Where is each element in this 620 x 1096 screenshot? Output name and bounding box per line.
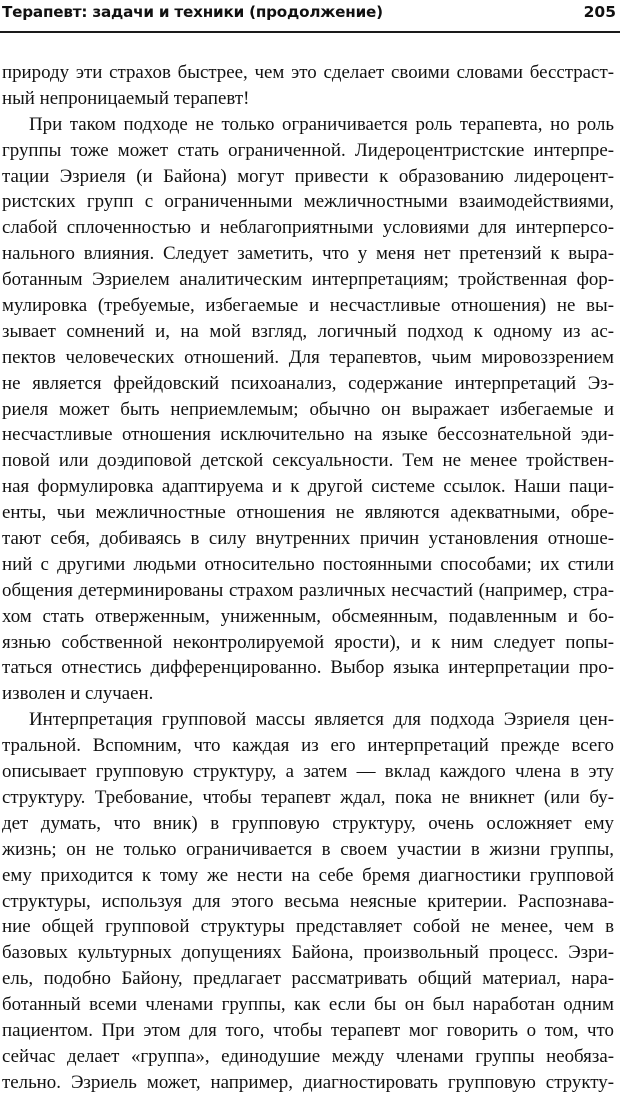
text-line: тральной. Вспомним, что каждая из его интерпретаций прежде всего bbox=[2, 735, 614, 757]
text-line: ный непроницаемый терапевт! bbox=[2, 87, 250, 109]
text-line: тельно. Эзриель может, например, диагностировать групповую структу- bbox=[2, 1071, 614, 1093]
text-line: хом стать отверженным, униженным, обсмеянным, подавленным и бо- bbox=[2, 605, 614, 627]
text-line: нального влияния. Следует заметить, что у меня нет претензий к выра- bbox=[2, 243, 614, 265]
text-line: ние общей групповой структуры представляет собой не менее, чем в bbox=[2, 916, 614, 938]
paragraph bbox=[2, 60, 614, 112]
text-line: группы тоже может стать ограниченной. Лидероцентристские интерпре- bbox=[2, 139, 614, 161]
running-head-title: Терапевт: задачи и техники (продолжение) bbox=[2, 3, 383, 21]
text-line: несчастливые отношения исключительно на языке бессознательной эди- bbox=[2, 424, 614, 446]
text-line: ботанный всеми членами группы, как если бы он был наработан одним bbox=[2, 994, 614, 1016]
text-line: Интерпретация групповой массы является для подхода Эзриеля цен- bbox=[29, 709, 614, 731]
text-line: тации Эзриеля (и Байона) могут привести к образованию лидероцент- bbox=[2, 165, 614, 187]
text-line: ристских групп с ограниченными межличностными взаимодействиями, bbox=[2, 191, 614, 213]
text-line: сейчас делает «группа», единодушие между членами группы необяза- bbox=[2, 1045, 614, 1067]
text-line: структуру. Требование, чтобы терапевт ждал, пока не вникнет (или бу- bbox=[2, 786, 614, 808]
text-line: повой или доэдиповой детской сексуальности. Тем не менее тройствен- bbox=[2, 450, 614, 472]
text-line: пектов человеческих отношений. Для терапевтов, чьим мировоззрением bbox=[2, 346, 614, 368]
text-line: язнью собственной неконтролируемой ярости), и к ним следует попы- bbox=[2, 631, 614, 653]
text-line: базовых культурных допущениях Байона, произвольный процесс. Эзри- bbox=[2, 942, 614, 964]
text-line: общения детерминированы страхом различных несчастий (например, стра- bbox=[2, 579, 614, 601]
text-line: дет думать, что вник) в групповую структуру, очень осложняет ему bbox=[2, 812, 614, 834]
text-line: мулировка (требуемые, избегаемые и несчастливые отношения) не вы- bbox=[2, 295, 614, 317]
text-line: не является фрейдовский психоанализ, содержание интерпретаций Эз- bbox=[2, 372, 614, 394]
text-line: структуры, используя для этого весьма неясные критерии. Распознава- bbox=[2, 890, 614, 912]
text-line: риеля может быть неприемлемым; обычно он выражает избегаемые и bbox=[2, 398, 614, 420]
text-line: описывает групповую структуру, а затем — вклад каждого члена в эту bbox=[2, 761, 614, 783]
text-line: При таком подходе не только ограничивается роль терапевта, но роль bbox=[29, 113, 614, 135]
header-rule bbox=[0, 31, 620, 33]
text-line: ему приходится к тому же нести на себе бремя диагностики групповой bbox=[2, 864, 614, 886]
paragraph bbox=[2, 707, 614, 1095]
text-line: енты, чьи межличностные отношения не являются адекватными, обре- bbox=[2, 502, 614, 524]
text-line: таться отнестись дифференцированно. Выбор языка интерпретации про- bbox=[2, 657, 614, 679]
page-number: 205 bbox=[583, 3, 616, 21]
body-text bbox=[2, 60, 614, 1096]
text-line: ель, подобно Байону, предлагает рассматривать общий материал, нара- bbox=[2, 968, 614, 990]
text-line: жизнь; он не только ограничивается в своем участии в жизни группы, bbox=[2, 838, 614, 860]
text-line: слабой сплоченностью и неблагоприятными условиями для интерперсо- bbox=[2, 217, 614, 239]
text-line: ная формулировка адаптируема и к другой системе ссылок. Наши паци- bbox=[2, 476, 614, 498]
text-line: пациентом. При этом для того, чтобы терапевт мог говорить о том, что bbox=[2, 1019, 614, 1041]
running-head bbox=[0, 0, 620, 30]
text-line: ботанным Эзриелем аналитическим интерпретациям; тройственная фор- bbox=[2, 269, 614, 291]
paragraph bbox=[2, 112, 614, 707]
text-line: ний с другими людьми относительно постоянными способами; их стили bbox=[2, 553, 614, 575]
text-line: изволен и случаен. bbox=[2, 683, 154, 705]
text-line: тают себя, добиваясь в силу внутренних причин установления отноше- bbox=[2, 528, 614, 550]
text-line: природу эти страхов быстрее, чем это сделает своими словами бесстраст- bbox=[2, 62, 614, 83]
text-line: зывает сомнений и, на мой взгляд, логичный подход к одному из ас- bbox=[2, 320, 614, 342]
